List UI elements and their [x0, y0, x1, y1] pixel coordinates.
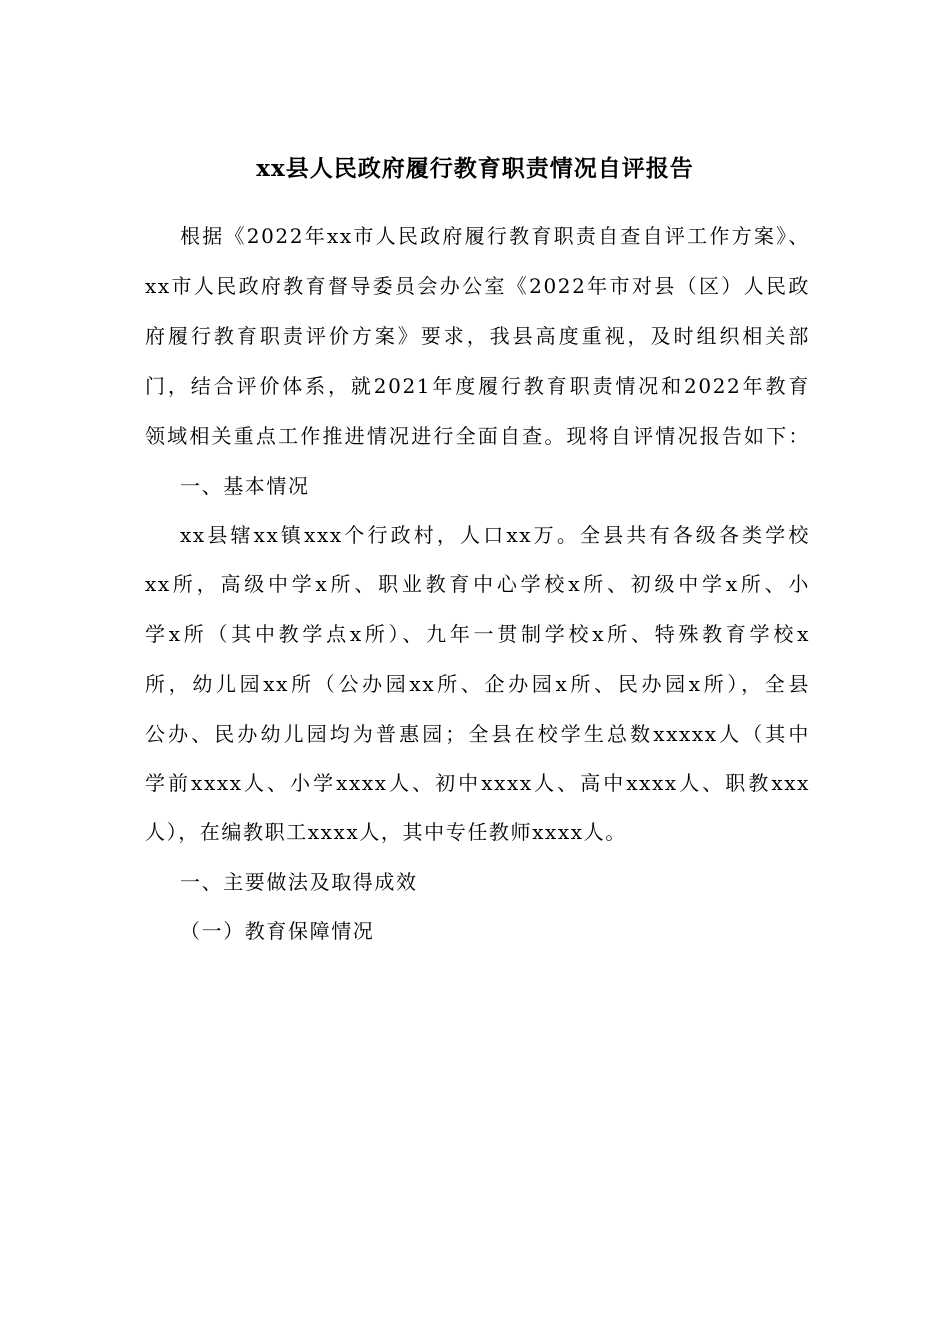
paragraph-line: 所，幼儿园xx所（公办园xx所、企办园x所、民办园x所），全县 [145, 672, 810, 696]
paragraph-line: 学前xxxx人、小学xxxx人、初中xxxx人、高中xxxx人、职教xxx [145, 771, 810, 795]
paragraph-line: 人），在编教职工xxxx人，其中专任教师xxxx人。 [145, 820, 627, 844]
paragraph-line: xx市人民政府教育督导委员会办公室《2022年市对县（区）人民政 [145, 274, 810, 298]
document-title: xx县人民政府履行教育职责情况自评报告 [256, 155, 694, 182]
subsection-heading-education-guarantee: （一）教育保障情况 [180, 919, 375, 943]
section-heading-main-practices: 一、主要做法及取得成效 [180, 870, 418, 894]
paragraph-line: 公办、民办幼儿园均为普惠园；全县在校学生总数xxxxx人（其中 [145, 722, 810, 746]
section-heading-basic-situation: 一、基本情况 [180, 474, 310, 498]
paragraph-line: xx所，高级中学x所、职业教育中心学校x所、初级中学x所、小 [145, 572, 810, 596]
paragraph-line: xx县辖xx镇xxx个行政村，人口xx万。全县共有各级各类学校 [180, 523, 810, 547]
paragraph-line: 学x所（其中教学点x所）、九年一贯制学校x所、特殊教育学校x [145, 622, 810, 646]
paragraph-line: 府履行教育职责评价方案》要求，我县高度重视，及时组织相关部 [145, 324, 810, 348]
paragraph-line: 根据《2022年xx市人民政府履行教育职责自查自评工作方案》、 [180, 224, 810, 248]
paragraph-line: 门，结合评价体系，就2021年度履行教育职责情况和2022年教育 [145, 374, 810, 398]
paragraph-line: 领域相关重点工作推进情况进行全面自查。现将自评情况报告如下： [145, 424, 810, 448]
